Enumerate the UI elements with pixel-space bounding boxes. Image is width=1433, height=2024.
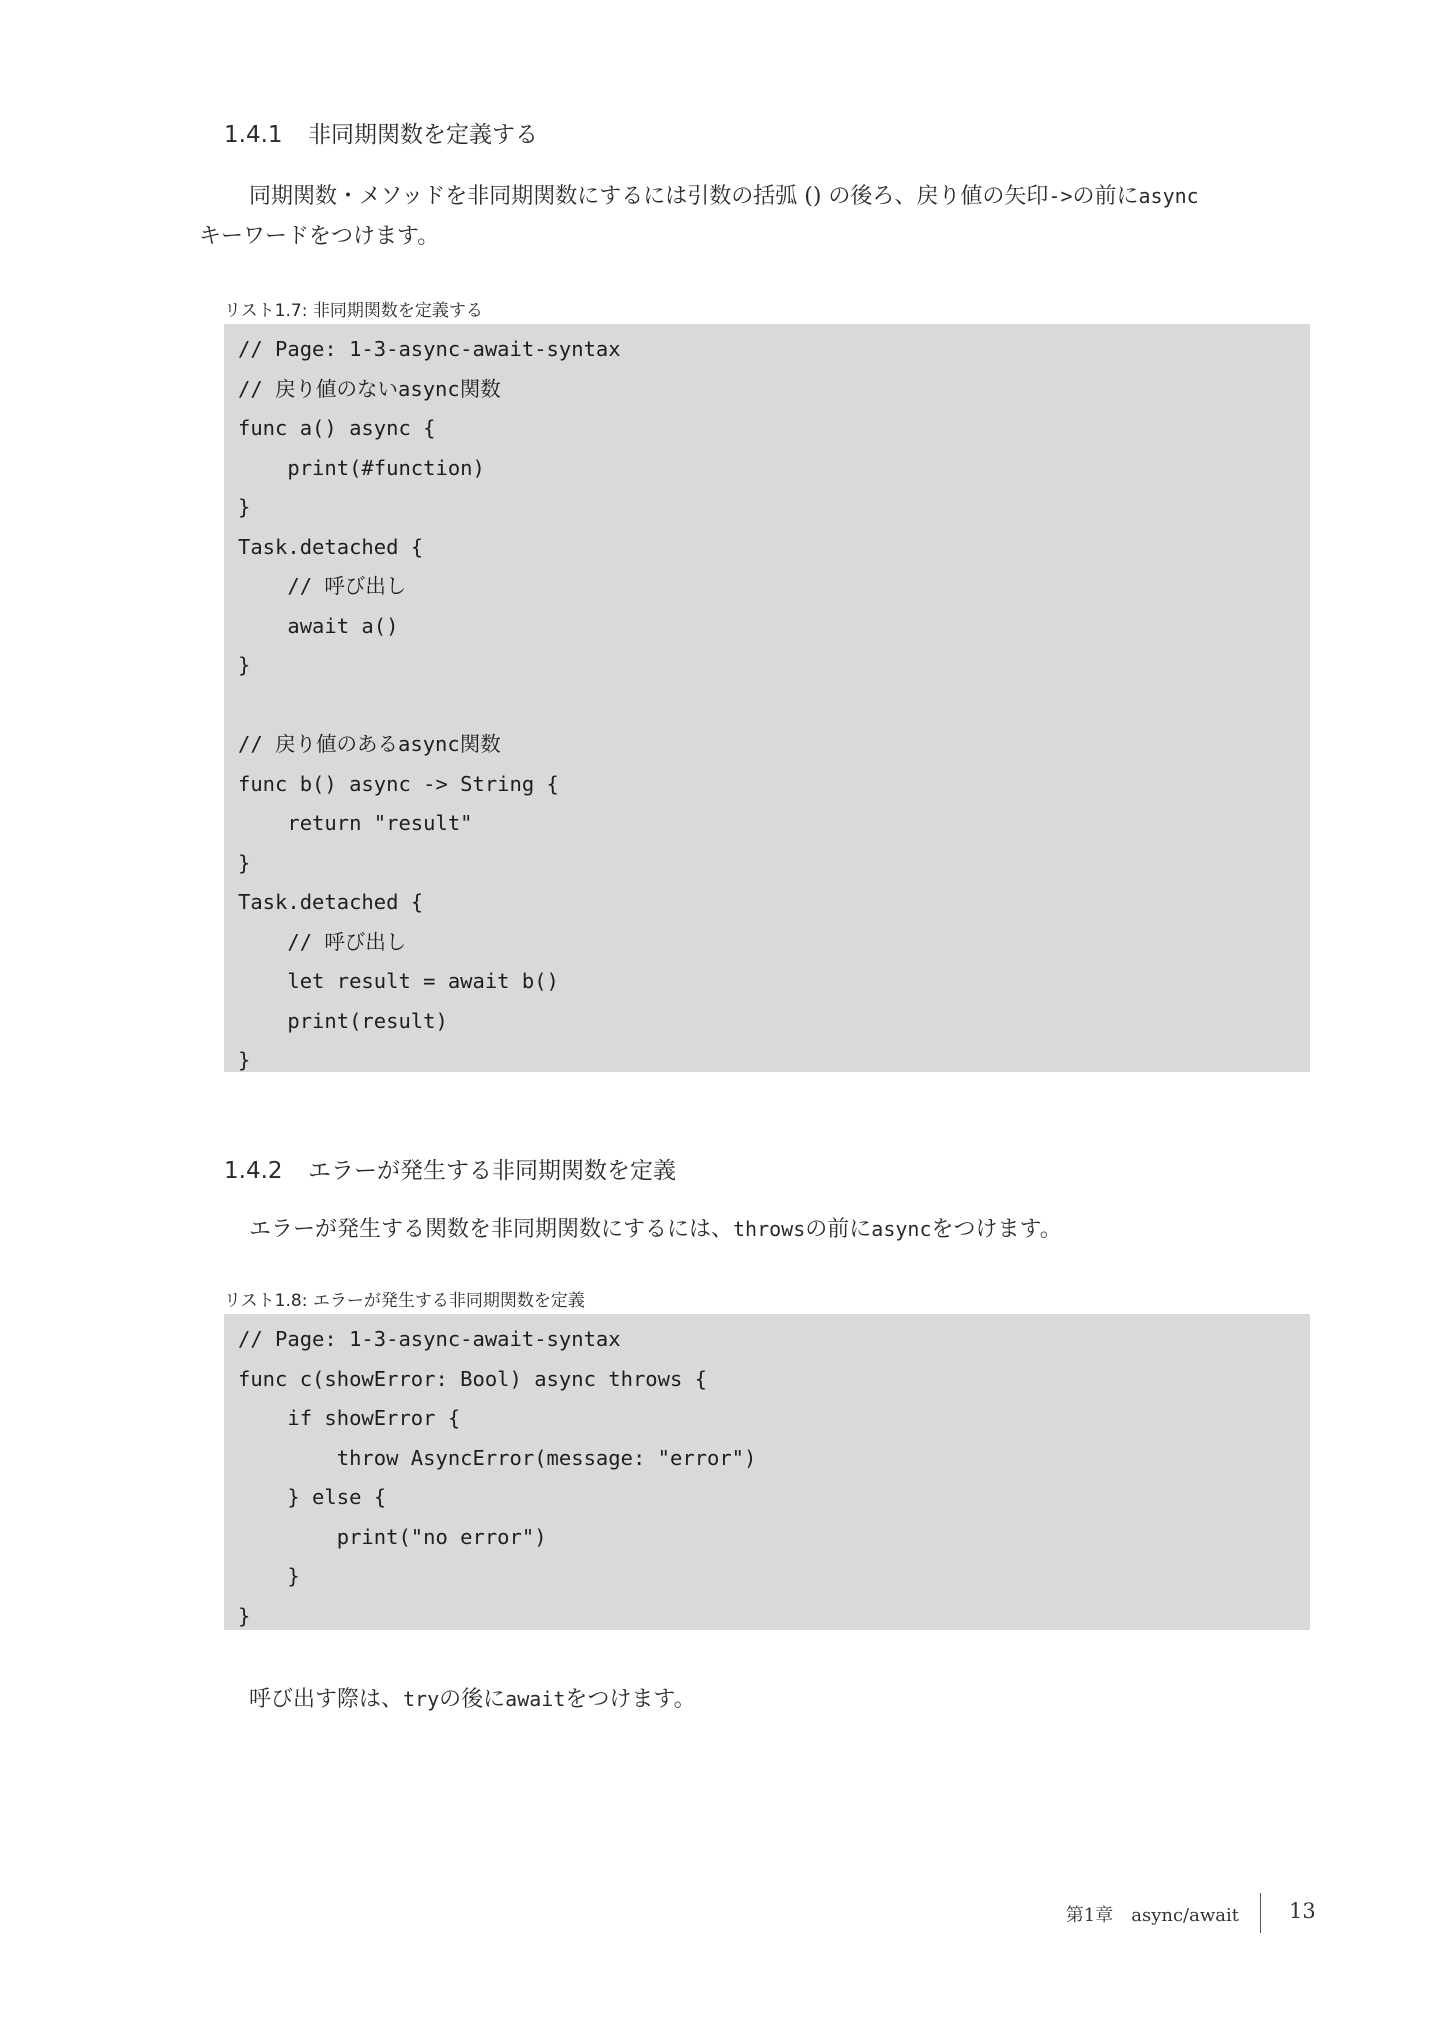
code-listing-1-7 <box>224 324 1310 1072</box>
section-number: 1.4.2 <box>224 1158 283 1184</box>
code-line: // Page: 1-3-async-await-syntax <box>238 337 621 361</box>
code-line: func a() async { <box>238 416 436 440</box>
code-line: } <box>238 1564 300 1588</box>
paragraph-text: キーワードをつけます。 <box>199 224 440 249</box>
closing-paragraph <box>224 1679 1310 1720</box>
code-line: throw AsyncError(message: "error") <box>238 1445 757 1470</box>
inline-code-await: await <box>505 1687 566 1711</box>
code-line <box>238 686 1310 726</box>
code-line: await a() <box>238 613 399 638</box>
listing-caption-1-7: リスト1.7: 非同期関数を定義する <box>224 301 483 321</box>
code-line: if showError { <box>238 1406 461 1430</box>
code-line: print(result) <box>238 1008 448 1033</box>
section-title: 非同期関数を定義する <box>308 122 538 148</box>
code-line: // 戻り値のないasync関数 <box>238 376 501 401</box>
page-number: 13 <box>1289 1899 1316 1923</box>
page-footer <box>0 1893 1433 1933</box>
code-line: print(#function) <box>238 455 485 480</box>
code-line: return "result" <box>238 811 473 835</box>
code-line: // 呼び出し <box>238 574 407 598</box>
code-listing-1-8 <box>224 1314 1310 1630</box>
paragraph-text: の前に <box>805 1217 872 1242</box>
section-title: エラーが発生する非同期関数を定義 <box>308 1158 676 1184</box>
inline-code-try: try <box>403 1687 440 1711</box>
section-heading-1-4-1 <box>224 116 538 149</box>
paragraph-text: 呼び出す際は、 <box>249 1687 404 1712</box>
paragraph-text: をつけます。 <box>931 1217 1062 1242</box>
inline-code-arrow: -> <box>1048 184 1073 208</box>
code-line: } <box>238 495 251 519</box>
code-line: } else { <box>238 1485 387 1509</box>
code-line: } <box>238 653 251 677</box>
section-1-paragraph <box>199 176 1310 257</box>
code-line: // 呼び出し <box>238 929 407 954</box>
code-line: Task.detached { <box>238 890 424 914</box>
code-line: func b() async -> String { <box>238 771 559 796</box>
footer-chapter-title: 第1章 async/await <box>1065 1905 1239 1926</box>
paragraph-text: エラーが発生する関数を非同期関数にするには、 <box>249 1217 734 1242</box>
paragraph-text: 同期関数・メソッドを非同期関数にするには引数の括弧 () の後ろ、戻り値の矢印 <box>249 184 1049 209</box>
code-line: // 戻り値のあるasync関数 <box>238 732 501 756</box>
code-line: // Page: 1-3-async-await-syntax <box>238 1327 621 1351</box>
paragraph-text: をつけます。 <box>565 1687 696 1712</box>
code-line: func c(showError: Bool) async throws { <box>238 1366 707 1391</box>
code-line: } <box>238 850 251 875</box>
code-line: } <box>238 1048 251 1072</box>
code-line: print("no error") <box>238 1524 547 1549</box>
inline-code-async: async <box>1138 184 1199 208</box>
footer-divider <box>1260 1893 1261 1933</box>
section-2-paragraph <box>224 1209 1310 1250</box>
code-line: } <box>238 1603 251 1628</box>
code-line: let result = await b() <box>238 969 559 993</box>
section-number: 1.4.1 <box>224 122 283 148</box>
paragraph-text: の前に <box>1072 184 1139 209</box>
inline-code-throws: throws <box>733 1217 806 1241</box>
paragraph-text: の後に <box>439 1687 506 1712</box>
listing-caption-1-8: リスト1.8: エラーが発生する非同期関数を定義 <box>224 1291 585 1311</box>
section-heading-1-4-2 <box>224 1152 676 1185</box>
code-line: Task.detached { <box>238 534 424 559</box>
inline-code-async: async <box>871 1217 932 1241</box>
